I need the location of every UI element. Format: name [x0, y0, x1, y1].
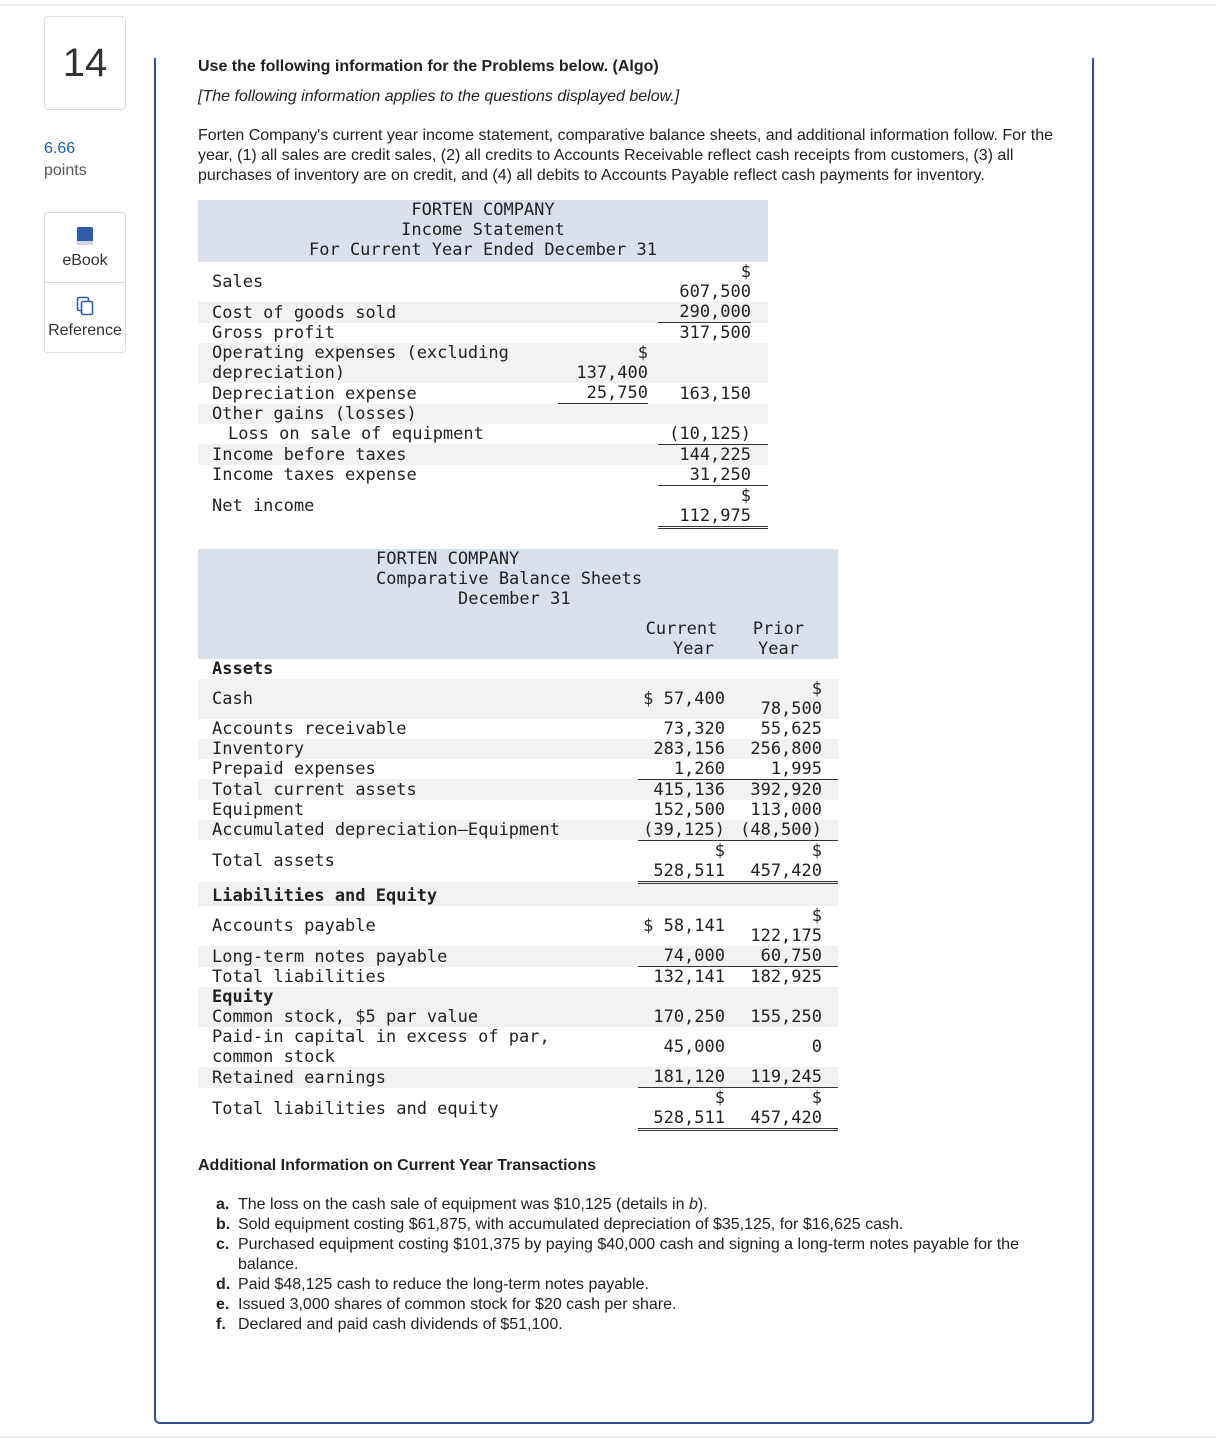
tl-current: 132,141: [653, 967, 725, 987]
item-letter: f.: [216, 1316, 226, 1333]
row-label: Inventory: [198, 739, 638, 759]
depreciation-value: 25,750: [558, 383, 648, 404]
row-label: Loss on sale of equipment: [228, 424, 484, 444]
item-text: Declared and paid cash dividends of $51,100.: [238, 1316, 563, 1333]
problem-intro: Forten Company's current year income statement, comparative balance sheets, and additional information follow. For the year, (1) all sales are credit sales, (2) all credits to Accounts Receivable reflect cash receipts from customers, (3) all purchases of inventory are on credit, and (4) all debits to Accounts Payable reflect cash payments for inventory.: [198, 127, 1054, 184]
table-row: [198, 343, 768, 383]
points-label: points: [44, 162, 87, 179]
row-label: common stock: [212, 1047, 335, 1067]
question-content: [198, 56, 1058, 1335]
currency-sign: $: [740, 262, 751, 282]
table-row: [198, 679, 838, 719]
currency-sign: $: [811, 1088, 822, 1108]
section-label: Liabilities and Equity: [198, 882, 638, 906]
additional-info-title: Additional Information on Current Year Transactions: [198, 1157, 596, 1174]
row-label: Cash: [198, 679, 638, 719]
income-period: For Current Year Ended December 31: [198, 240, 768, 262]
table-row: [198, 967, 838, 988]
table-row: [198, 779, 838, 800]
table-row: [198, 987, 838, 1007]
table-row: [198, 262, 768, 302]
row-label: Total liabilities and equity: [212, 1098, 499, 1119]
item-text: ).: [697, 1196, 708, 1213]
inventory-current: 283,156: [638, 739, 725, 759]
row-label: Other gains (losses): [198, 404, 558, 424]
ar-current: 73,320: [663, 718, 725, 739]
equipment-current: 152,500: [653, 799, 725, 820]
reference-button[interactable]: [45, 282, 125, 352]
list-item: [216, 1235, 1058, 1275]
item-text: b: [688, 1196, 698, 1213]
table-row: [198, 465, 768, 486]
table-row: [198, 1027, 838, 1067]
ar-prior: 55,625: [760, 718, 822, 739]
balance-date: December 31: [198, 589, 838, 619]
table-row: [198, 424, 768, 445]
total-assets-current: 528,511: [653, 860, 725, 881]
table-row: [198, 444, 768, 465]
table-row: [198, 739, 838, 759]
row-label: Accumulated depreciation—Equipment: [198, 820, 638, 841]
additional-info-list: [198, 1195, 1058, 1335]
ap-current: $ 58,141: [643, 916, 725, 936]
balance-company: FORTEN COMPANY: [198, 549, 838, 569]
ltn-current: 74,000: [638, 946, 725, 967]
income-company: FORTEN COMPANY: [198, 200, 768, 220]
item-text: Purchased equipment costing $101,375 by paying $40,000 cash and signing a long-term notes payable for the balance.: [238, 1236, 1019, 1273]
list-item: [216, 1215, 1058, 1235]
currency-sign: $: [811, 840, 822, 861]
tca-prior: 392,920: [735, 779, 822, 800]
opex-value: 137,400: [576, 363, 648, 383]
table-row: [198, 1088, 838, 1130]
row-label: Accounts receivable: [212, 718, 407, 739]
item-text: Paid $48,125 cash to reduce the long-term notes payable.: [238, 1276, 649, 1293]
row-label: Operating expenses (excluding: [212, 343, 509, 363]
points-value: [44, 138, 87, 182]
table-row: [198, 302, 768, 323]
table-row: [198, 759, 838, 780]
cs-current: 170,250: [638, 1007, 725, 1027]
row-label: Equipment: [212, 799, 305, 820]
item-text: Issued 3,000 shares of common stock for $20 cash per share.: [238, 1296, 677, 1313]
pic-current: 45,000: [663, 1037, 725, 1057]
column-header: Year: [673, 638, 714, 659]
cash-prior: 78,500: [760, 698, 822, 719]
problem-title: Use the following information for the Problems below. (Algo): [198, 58, 659, 75]
cogs-value: 290,000: [658, 302, 751, 323]
gross-profit-value: 317,500: [679, 323, 751, 343]
list-item: [216, 1295, 1058, 1315]
column-header: Current: [645, 618, 718, 639]
accum-dep-current: (39,125): [638, 820, 725, 841]
table-row: [198, 485, 768, 527]
ltn-prior: 60,750: [735, 946, 822, 967]
list-item: [216, 1315, 1058, 1335]
row-label: Prepaid expenses: [212, 759, 376, 779]
book-icon: [76, 226, 94, 246]
table-row: [198, 946, 838, 967]
equipment-prior: 113,000: [750, 799, 822, 820]
cs-prior: 155,250: [735, 1007, 822, 1027]
row-label: Common stock, $5 par value: [198, 1007, 638, 1027]
ebook-label: eBook: [62, 251, 108, 269]
item-text: The loss on the cash sale of equipment was $10,125 (details in: [238, 1196, 689, 1213]
item-letter: d.: [216, 1276, 231, 1293]
row-label: Accounts payable: [212, 916, 376, 936]
prepaid-prior: 1,995: [735, 759, 822, 780]
table-row: [198, 1007, 838, 1027]
accum-dep-prior: (48,500): [735, 820, 822, 841]
table-row: [198, 1067, 838, 1088]
row-label: Gross profit: [212, 323, 335, 343]
row-label: Retained earnings: [198, 1067, 638, 1088]
list-item: [216, 1275, 1058, 1295]
table-row: [198, 882, 838, 906]
tca-current: 415,136: [638, 779, 725, 800]
row-label: Total current assets: [198, 779, 638, 800]
row-label: Paid-in capital in excess of par,: [212, 1027, 550, 1047]
table-row: [198, 800, 838, 820]
balance-sheet-name: Comparative Balance Sheets: [198, 569, 838, 589]
copy-icon: [76, 296, 94, 316]
row-label: Income before taxes: [198, 444, 558, 465]
column-header: Year: [758, 638, 799, 659]
currency-sign: $: [637, 343, 648, 363]
row-label: Total liabilities: [212, 967, 386, 987]
row-label: Cost of goods sold: [198, 302, 558, 323]
re-current: 181,120: [638, 1067, 725, 1088]
re-prior: 119,245: [735, 1067, 822, 1088]
row-label: Net income: [212, 496, 315, 516]
reference-label: Reference: [48, 321, 122, 339]
table-row: [198, 719, 838, 739]
income-before-taxes-value: 144,225: [658, 444, 751, 465]
section-label: Assets: [212, 658, 274, 679]
income-statement-name: Income Statement: [198, 220, 768, 240]
cash-current: $ 57,400: [638, 679, 725, 719]
table-row: [198, 383, 768, 404]
table-row: [198, 659, 838, 679]
inventory-prior: 256,800: [735, 739, 822, 759]
ebook-button[interactable]: [45, 213, 125, 282]
currency-sign: $: [811, 906, 822, 926]
row-label: Depreciation expense: [212, 383, 417, 404]
item-letter: c.: [216, 1236, 230, 1253]
pic-prior: 0: [811, 1037, 822, 1057]
item-letter: b.: [216, 1216, 231, 1233]
currency-sign: $: [811, 678, 822, 699]
loss-value: (10,125): [658, 424, 751, 445]
problem-subtitle: [The following information applies to the questions displayed below.]: [198, 88, 680, 105]
currency-sign: $: [714, 1088, 725, 1108]
table-row: [198, 323, 768, 344]
total-assets-prior: 457,420: [750, 860, 822, 881]
tle-prior: 457,420: [750, 1108, 822, 1128]
balance-sheet-table: [198, 549, 838, 1132]
item-letter: a.: [216, 1196, 230, 1213]
currency-sign: $: [740, 485, 751, 506]
question-number: 14: [44, 16, 126, 110]
table-row: [198, 906, 838, 946]
column-header: Prior: [752, 618, 805, 639]
sales-value: 607,500: [679, 282, 751, 302]
item-letter: e.: [216, 1296, 230, 1313]
top-divider: [0, 4, 1216, 6]
tl-prior: 182,925: [750, 967, 822, 987]
tle-current: 528,511: [653, 1108, 725, 1128]
section-label: Equity: [198, 987, 638, 1007]
net-income-value: 112,975: [679, 505, 751, 526]
row-label: Total assets: [212, 851, 335, 871]
table-row: [198, 404, 768, 424]
ap-prior: 122,175: [750, 926, 822, 946]
points-number: 6.66: [44, 140, 76, 157]
income-statement-table: [198, 200, 768, 529]
table-row: [198, 840, 838, 882]
row-label: Long-term notes payable: [198, 946, 638, 967]
income-tax-value: 31,250: [658, 465, 751, 486]
table-row: [198, 820, 838, 841]
item-text: Sold equipment costing $61,875, with accumulated depreciation of $35,125, for $16,625 cash.: [238, 1216, 904, 1233]
currency-sign: $: [714, 840, 725, 861]
total-expenses-value: 163,150: [679, 383, 751, 404]
prepaid-current: 1,260: [638, 759, 725, 780]
tools-panel: [44, 212, 126, 353]
list-item: [216, 1195, 1058, 1215]
row-label: depreciation): [212, 363, 346, 383]
row-label: Sales: [212, 272, 264, 292]
row-label: Income taxes expense: [212, 465, 417, 485]
